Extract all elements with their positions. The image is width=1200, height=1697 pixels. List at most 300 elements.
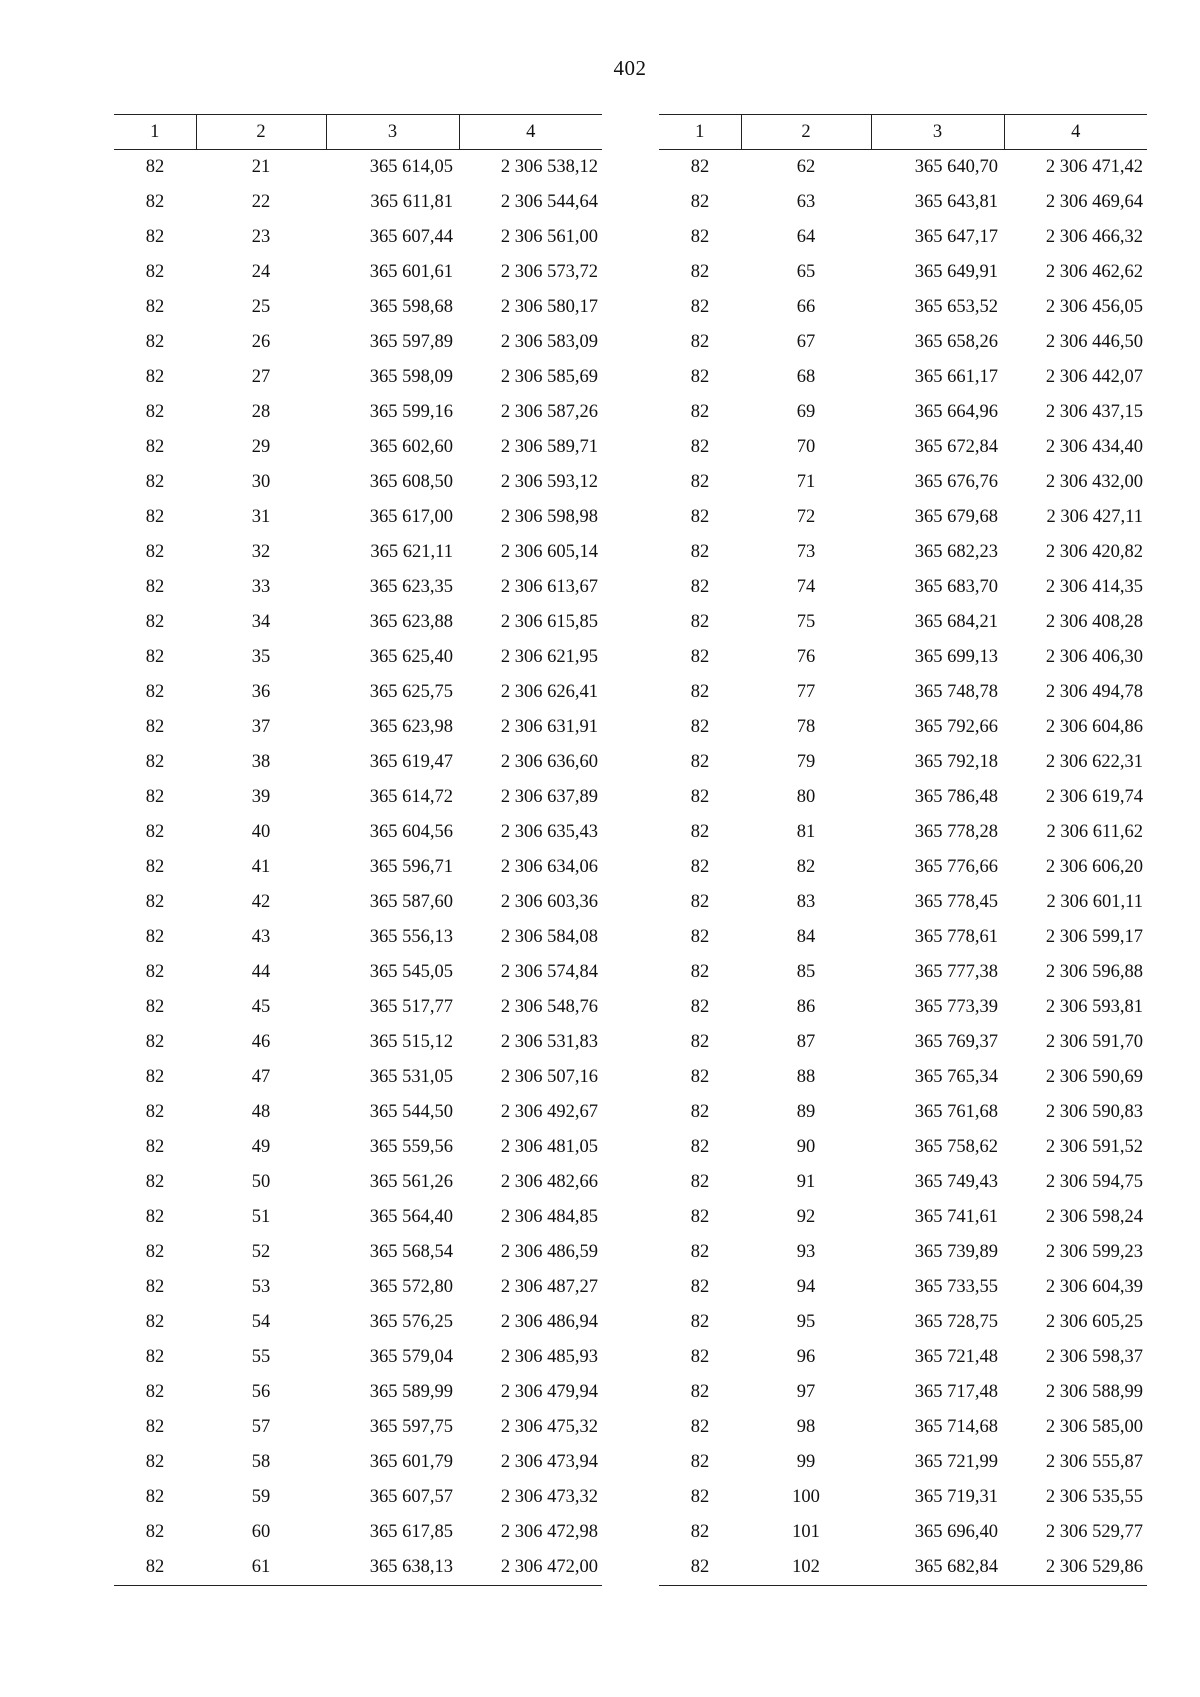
cell-number: 82 — [145, 437, 165, 457]
cell-y: 2 306 621,95 — [500, 647, 598, 667]
cell-point: 63 — [796, 192, 816, 212]
table-row — [114, 920, 602, 955]
cell-x: 365 773,39 — [914, 997, 998, 1017]
cell-number: 82 — [145, 1137, 165, 1157]
cell-y: 2 306 446,50 — [1045, 332, 1143, 352]
column-header-1: 1 — [114, 115, 196, 150]
table-row — [659, 535, 1147, 570]
cell-x: 365 683,70 — [914, 577, 998, 597]
cell-point: 53 — [251, 1277, 271, 1297]
cell-point: 57 — [251, 1417, 271, 1437]
cell-point: 31 — [251, 507, 271, 527]
cell-number: 82 — [690, 507, 710, 527]
cell-x: 365 572,80 — [369, 1277, 453, 1297]
table-row — [114, 1340, 602, 1375]
cell-x: 365 619,47 — [369, 752, 453, 772]
cell-point: 22 — [251, 192, 271, 212]
cell-number: 82 — [145, 262, 165, 282]
cell-point: 69 — [796, 402, 816, 422]
cell-point: 58 — [251, 1452, 271, 1472]
cell-y: 2 306 591,70 — [1045, 1032, 1143, 1052]
cell-y: 2 306 596,88 — [1045, 962, 1143, 982]
coordinate-table-left — [114, 114, 602, 1586]
column-header-3: 3 — [871, 115, 1004, 150]
table-row — [659, 815, 1147, 850]
cell-number: 82 — [145, 1417, 165, 1437]
cell-x: 365 721,99 — [914, 1452, 998, 1472]
cell-x: 365 664,96 — [914, 402, 998, 422]
cell-number: 82 — [145, 927, 165, 947]
cell-number: 82 — [145, 822, 165, 842]
cell-x: 365 579,04 — [369, 1347, 453, 1367]
cell-point: 81 — [796, 822, 816, 842]
cell-number: 82 — [145, 647, 165, 667]
cell-point: 70 — [796, 437, 816, 457]
table-row — [659, 640, 1147, 675]
cell-x: 365 601,79 — [369, 1452, 453, 1472]
table-row — [114, 1235, 602, 1270]
cell-x: 365 758,62 — [914, 1137, 998, 1157]
cell-number: 82 — [690, 822, 710, 842]
cell-number: 82 — [690, 1207, 710, 1227]
cell-y: 2 306 494,78 — [1045, 682, 1143, 702]
cell-x: 365 714,68 — [914, 1417, 998, 1437]
table-body — [114, 150, 602, 1586]
cell-x: 365 739,89 — [914, 1242, 998, 1262]
cell-number: 82 — [690, 857, 710, 877]
table-row — [114, 500, 602, 535]
cell-x: 365 733,55 — [914, 1277, 998, 1297]
cell-number: 82 — [690, 647, 710, 667]
cell-x: 365 647,17 — [914, 227, 998, 247]
table-row — [114, 150, 602, 186]
cell-y: 2 306 479,94 — [500, 1382, 598, 1402]
cell-point: 59 — [251, 1487, 271, 1507]
cell-y: 2 306 611,62 — [1046, 822, 1143, 842]
cell-point: 86 — [796, 997, 816, 1017]
table-row — [114, 1375, 602, 1410]
table-row — [659, 1270, 1147, 1305]
table-row — [659, 1060, 1147, 1095]
cell-number: 82 — [145, 962, 165, 982]
cell-number: 82 — [690, 1277, 710, 1297]
cell-point: 24 — [251, 262, 271, 282]
table-row — [659, 1515, 1147, 1550]
cell-point: 75 — [796, 612, 816, 632]
cell-y: 2 306 593,81 — [1045, 997, 1143, 1017]
cell-point: 47 — [251, 1067, 271, 1087]
cell-y: 2 306 619,74 — [1045, 787, 1143, 807]
cell-x: 365 598,09 — [369, 367, 453, 387]
cell-point: 33 — [251, 577, 271, 597]
cell-point: 26 — [251, 332, 271, 352]
cell-number: 82 — [145, 892, 165, 912]
cell-number: 82 — [145, 157, 165, 177]
cell-y: 2 306 626,41 — [500, 682, 598, 702]
cell-y: 2 306 492,67 — [500, 1102, 598, 1122]
cell-y: 2 306 635,43 — [500, 822, 598, 842]
cell-x: 365 545,05 — [369, 962, 453, 982]
cell-y: 2 306 603,36 — [500, 892, 598, 912]
table-row — [659, 780, 1147, 815]
cell-point: 85 — [796, 962, 816, 982]
cell-point: 27 — [251, 367, 271, 387]
table-row — [114, 745, 602, 780]
cell-x: 365 679,68 — [914, 507, 998, 527]
table-row — [114, 535, 602, 570]
cell-x: 365 598,68 — [369, 297, 453, 317]
table-row — [659, 290, 1147, 325]
cell-x: 365 699,13 — [914, 647, 998, 667]
table-row — [659, 745, 1147, 780]
table-row — [659, 850, 1147, 885]
cell-point: 71 — [796, 472, 816, 492]
cell-x: 365 617,85 — [369, 1522, 453, 1542]
cell-y: 2 306 599,17 — [1045, 927, 1143, 947]
cell-y: 2 306 598,37 — [1045, 1347, 1143, 1367]
table-row — [659, 465, 1147, 500]
cell-number: 82 — [690, 1067, 710, 1087]
cell-point: 92 — [796, 1207, 816, 1227]
cell-point: 49 — [251, 1137, 271, 1157]
cell-number: 82 — [690, 892, 710, 912]
cell-y: 2 306 574,84 — [500, 962, 598, 982]
table-row — [659, 605, 1147, 640]
cell-number: 82 — [690, 1417, 710, 1437]
cell-point: 77 — [796, 682, 816, 702]
cell-y: 2 306 434,40 — [1045, 437, 1143, 457]
table-row — [114, 290, 602, 325]
column-header-4: 4 — [1004, 115, 1147, 150]
cell-x: 365 792,18 — [914, 752, 998, 772]
cell-y: 2 306 561,00 — [500, 227, 598, 247]
cell-x: 365 559,56 — [369, 1137, 453, 1157]
table-row — [659, 1025, 1147, 1060]
cell-y: 2 306 481,05 — [500, 1137, 598, 1157]
cell-y: 2 306 473,94 — [500, 1452, 598, 1472]
cell-point: 67 — [796, 332, 816, 352]
cell-point: 54 — [251, 1312, 271, 1332]
cell-x: 365 607,44 — [369, 227, 453, 247]
cell-point: 56 — [251, 1382, 271, 1402]
header-row — [114, 115, 602, 150]
cell-y: 2 306 437,15 — [1045, 402, 1143, 422]
cell-point: 65 — [796, 262, 816, 282]
cell-x: 365 604,56 — [369, 822, 453, 842]
cell-number: 82 — [690, 437, 710, 457]
cell-x: 365 777,38 — [914, 962, 998, 982]
cell-number: 82 — [690, 962, 710, 982]
table-row — [659, 1130, 1147, 1165]
cell-y: 2 306 585,00 — [1045, 1417, 1143, 1437]
cell-y: 2 306 472,00 — [459, 1550, 602, 1586]
cell-x: 365 614,72 — [369, 787, 453, 807]
cell-y: 2 306 631,91 — [500, 717, 598, 737]
cell-number: 82 — [145, 507, 165, 527]
cell-y: 2 306 591,52 — [1045, 1137, 1143, 1157]
cell-y: 2 306 482,66 — [500, 1172, 598, 1192]
cell-number: 82 — [690, 192, 710, 212]
cell-y: 2 306 473,32 — [500, 1487, 598, 1507]
cell-point: 32 — [251, 542, 271, 562]
cell-x: 365 769,37 — [914, 1032, 998, 1052]
cell-y: 2 306 406,30 — [1045, 647, 1143, 667]
cell-number: 82 — [145, 1032, 165, 1052]
column-header-4: 4 — [459, 115, 602, 150]
cell-y: 2 306 636,60 — [500, 752, 598, 772]
cell-point: 45 — [251, 997, 271, 1017]
cell-number: 82 — [690, 1347, 710, 1367]
table-header — [659, 115, 1147, 150]
cell-number: 82 — [690, 1452, 710, 1472]
table-row — [659, 1200, 1147, 1235]
cell-x: 365 568,54 — [369, 1242, 453, 1262]
cell-number: 82 — [145, 717, 165, 737]
cell-x: 365 653,52 — [914, 297, 998, 317]
cell-point: 44 — [251, 962, 271, 982]
cell-x: 365 717,48 — [914, 1382, 998, 1402]
column-header-3: 3 — [326, 115, 459, 150]
cell-y: 2 306 469,64 — [1045, 192, 1143, 212]
cell-number: 82 — [145, 787, 165, 807]
cell-point: 76 — [796, 647, 816, 667]
cell-x: 365 778,45 — [914, 892, 998, 912]
cell-y: 2 306 466,32 — [1045, 227, 1143, 247]
column-header-2: 2 — [741, 115, 871, 150]
cell-x: 365 638,13 — [326, 1550, 459, 1586]
cell-x: 365 611,81 — [370, 192, 453, 212]
cell-point: 34 — [251, 612, 271, 632]
cell-point: 102 — [741, 1550, 871, 1586]
cell-x: 365 696,40 — [914, 1522, 998, 1542]
cell-y: 2 306 475,32 — [500, 1417, 598, 1437]
column-header-2: 2 — [196, 115, 326, 150]
cell-point: 29 — [251, 437, 271, 457]
cell-x: 365 778,61 — [914, 927, 998, 947]
cell-point: 48 — [251, 1102, 271, 1122]
table-row — [114, 1165, 602, 1200]
cell-y: 2 306 486,59 — [500, 1242, 598, 1262]
cell-point: 35 — [251, 647, 271, 667]
table-row — [659, 360, 1147, 395]
cell-x: 365 625,40 — [369, 647, 453, 667]
table-row — [114, 605, 602, 640]
cell-x: 365 792,66 — [914, 717, 998, 737]
table-row — [659, 885, 1147, 920]
cell-x: 365 625,75 — [369, 682, 453, 702]
cell-point: 79 — [796, 752, 816, 772]
cell-y: 2 306 588,99 — [1045, 1382, 1143, 1402]
cell-y: 2 306 598,98 — [500, 507, 598, 527]
cell-x: 365 623,98 — [369, 717, 453, 737]
cell-x: 365 587,60 — [369, 892, 453, 912]
table-row — [114, 1480, 602, 1515]
cell-y: 2 306 548,76 — [500, 997, 598, 1017]
cell-y: 2 306 604,86 — [1045, 717, 1143, 737]
cell-x: 365 643,81 — [914, 192, 998, 212]
cell-y: 2 306 535,55 — [1045, 1487, 1143, 1507]
cell-x: 365 515,12 — [369, 1032, 453, 1052]
cell-y: 2 306 613,67 — [500, 577, 598, 597]
cell-number: 82 — [690, 927, 710, 947]
cell-point: 55 — [251, 1347, 271, 1367]
table-row — [114, 675, 602, 710]
cell-number: 82 — [145, 367, 165, 387]
cell-point: 101 — [792, 1522, 820, 1542]
table-row — [114, 1550, 602, 1586]
cell-y: 2 306 590,69 — [1045, 1067, 1143, 1087]
cell-number: 82 — [145, 577, 165, 597]
cell-number: 82 — [690, 402, 710, 422]
cell-point: 83 — [796, 892, 816, 912]
cell-point: 40 — [251, 822, 271, 842]
cell-y: 2 306 420,82 — [1045, 542, 1143, 562]
cell-point: 91 — [796, 1172, 816, 1192]
cell-point: 95 — [796, 1312, 816, 1332]
cell-x: 365 765,34 — [914, 1067, 998, 1087]
cell-number: 82 — [145, 1067, 165, 1087]
cell-number: 82 — [145, 1487, 165, 1507]
cell-x: 365 676,76 — [914, 472, 998, 492]
column-header-1: 1 — [659, 115, 741, 150]
table-row — [114, 1200, 602, 1235]
cell-point: 98 — [796, 1417, 816, 1437]
table-row — [659, 430, 1147, 465]
table-row — [114, 1305, 602, 1340]
cell-y: 2 306 587,26 — [500, 402, 598, 422]
cell-point: 82 — [796, 857, 816, 877]
table-row — [114, 850, 602, 885]
cell-x: 365 786,48 — [914, 787, 998, 807]
cell-number: 82 — [145, 1172, 165, 1192]
table-row — [114, 1060, 602, 1095]
cell-x: 365 682,23 — [914, 542, 998, 562]
cell-y: 2 306 507,16 — [500, 1067, 598, 1087]
cell-number: 82 — [114, 1550, 196, 1586]
table-row — [114, 1445, 602, 1480]
table-row — [659, 710, 1147, 745]
table-row — [659, 1480, 1147, 1515]
cell-number: 82 — [145, 1312, 165, 1332]
cell-point: 46 — [251, 1032, 271, 1052]
cell-number: 82 — [690, 1102, 710, 1122]
cell-y: 2 306 584,08 — [500, 927, 598, 947]
cell-point: 23 — [251, 227, 271, 247]
header-row — [659, 115, 1147, 150]
cell-x: 365 649,91 — [914, 262, 998, 282]
cell-y: 2 306 593,12 — [500, 472, 598, 492]
cell-point: 72 — [796, 507, 816, 527]
cell-point: 62 — [796, 157, 816, 177]
cell-x: 365 517,77 — [369, 997, 453, 1017]
cell-number: 82 — [690, 157, 710, 177]
cell-y: 2 306 484,85 — [500, 1207, 598, 1227]
cell-point: 87 — [796, 1032, 816, 1052]
cell-number: 82 — [145, 542, 165, 562]
cell-point: 99 — [796, 1452, 816, 1472]
cell-number: 82 — [145, 997, 165, 1017]
cell-point: 100 — [792, 1487, 820, 1507]
cell-y: 2 306 598,24 — [1045, 1207, 1143, 1227]
cell-y: 2 306 606,20 — [1045, 857, 1143, 877]
cell-x: 365 623,35 — [369, 577, 453, 597]
table-row — [659, 1235, 1147, 1270]
cell-x: 365 721,48 — [914, 1347, 998, 1367]
table-row — [659, 500, 1147, 535]
cell-y: 2 306 605,14 — [500, 542, 598, 562]
cell-y: 2 306 485,93 — [500, 1347, 598, 1367]
cell-point: 25 — [251, 297, 271, 317]
cell-y: 2 306 544,64 — [500, 192, 598, 212]
cell-x: 365 776,66 — [914, 857, 998, 877]
cell-y: 2 306 594,75 — [1045, 1172, 1143, 1192]
table-row — [659, 990, 1147, 1025]
cell-number: 82 — [690, 1522, 710, 1542]
table-row — [114, 1025, 602, 1060]
table-row — [659, 325, 1147, 360]
cell-point: 30 — [251, 472, 271, 492]
table-row — [659, 255, 1147, 290]
cell-y: 2 306 573,72 — [500, 262, 598, 282]
table-row — [659, 185, 1147, 220]
cell-point: 73 — [796, 542, 816, 562]
table-row — [659, 1095, 1147, 1130]
cell-number: 82 — [145, 297, 165, 317]
page-number: 402 — [613, 56, 647, 80]
table-row — [659, 1550, 1147, 1586]
cell-y: 2 306 538,12 — [500, 157, 598, 177]
cell-x: 365 601,61 — [369, 262, 453, 282]
cell-y: 2 306 601,11 — [1046, 892, 1143, 912]
cell-number: 82 — [690, 1172, 710, 1192]
table-row — [114, 395, 602, 430]
cell-number: 82 — [690, 332, 710, 352]
table-row — [114, 360, 602, 395]
cell-x: 365 608,50 — [369, 472, 453, 492]
cell-y: 2 306 555,87 — [1045, 1452, 1143, 1472]
cell-point: 43 — [251, 927, 271, 947]
cell-x: 365 778,28 — [914, 822, 998, 842]
cell-x: 365 748,78 — [914, 682, 998, 702]
cell-number: 82 — [145, 1207, 165, 1227]
cell-number: 82 — [690, 367, 710, 387]
cell-number: 82 — [690, 227, 710, 247]
table-row — [659, 955, 1147, 990]
cell-x: 365 531,05 — [369, 1067, 453, 1087]
cell-number: 82 — [145, 1522, 165, 1542]
cell-y: 2 306 432,00 — [1045, 472, 1143, 492]
cell-point: 78 — [796, 717, 816, 737]
cell-y: 2 306 583,09 — [500, 332, 598, 352]
cell-point: 96 — [796, 1347, 816, 1367]
cell-x: 365 597,89 — [369, 332, 453, 352]
table-row — [114, 955, 602, 990]
cell-y: 2 306 529,86 — [1004, 1550, 1147, 1586]
cell-x: 365 576,25 — [369, 1312, 453, 1332]
cell-x: 365 719,31 — [914, 1487, 998, 1507]
cell-number: 82 — [145, 472, 165, 492]
table-row — [659, 1445, 1147, 1480]
cell-number: 82 — [690, 717, 710, 737]
table-row — [114, 570, 602, 605]
table-body — [659, 150, 1147, 1586]
cell-point: 37 — [251, 717, 271, 737]
cell-x: 365 621,11 — [370, 542, 453, 562]
table-row — [659, 920, 1147, 955]
cell-x: 365 596,71 — [369, 857, 453, 877]
cell-y: 2 306 604,39 — [1045, 1277, 1143, 1297]
cell-point: 64 — [796, 227, 816, 247]
